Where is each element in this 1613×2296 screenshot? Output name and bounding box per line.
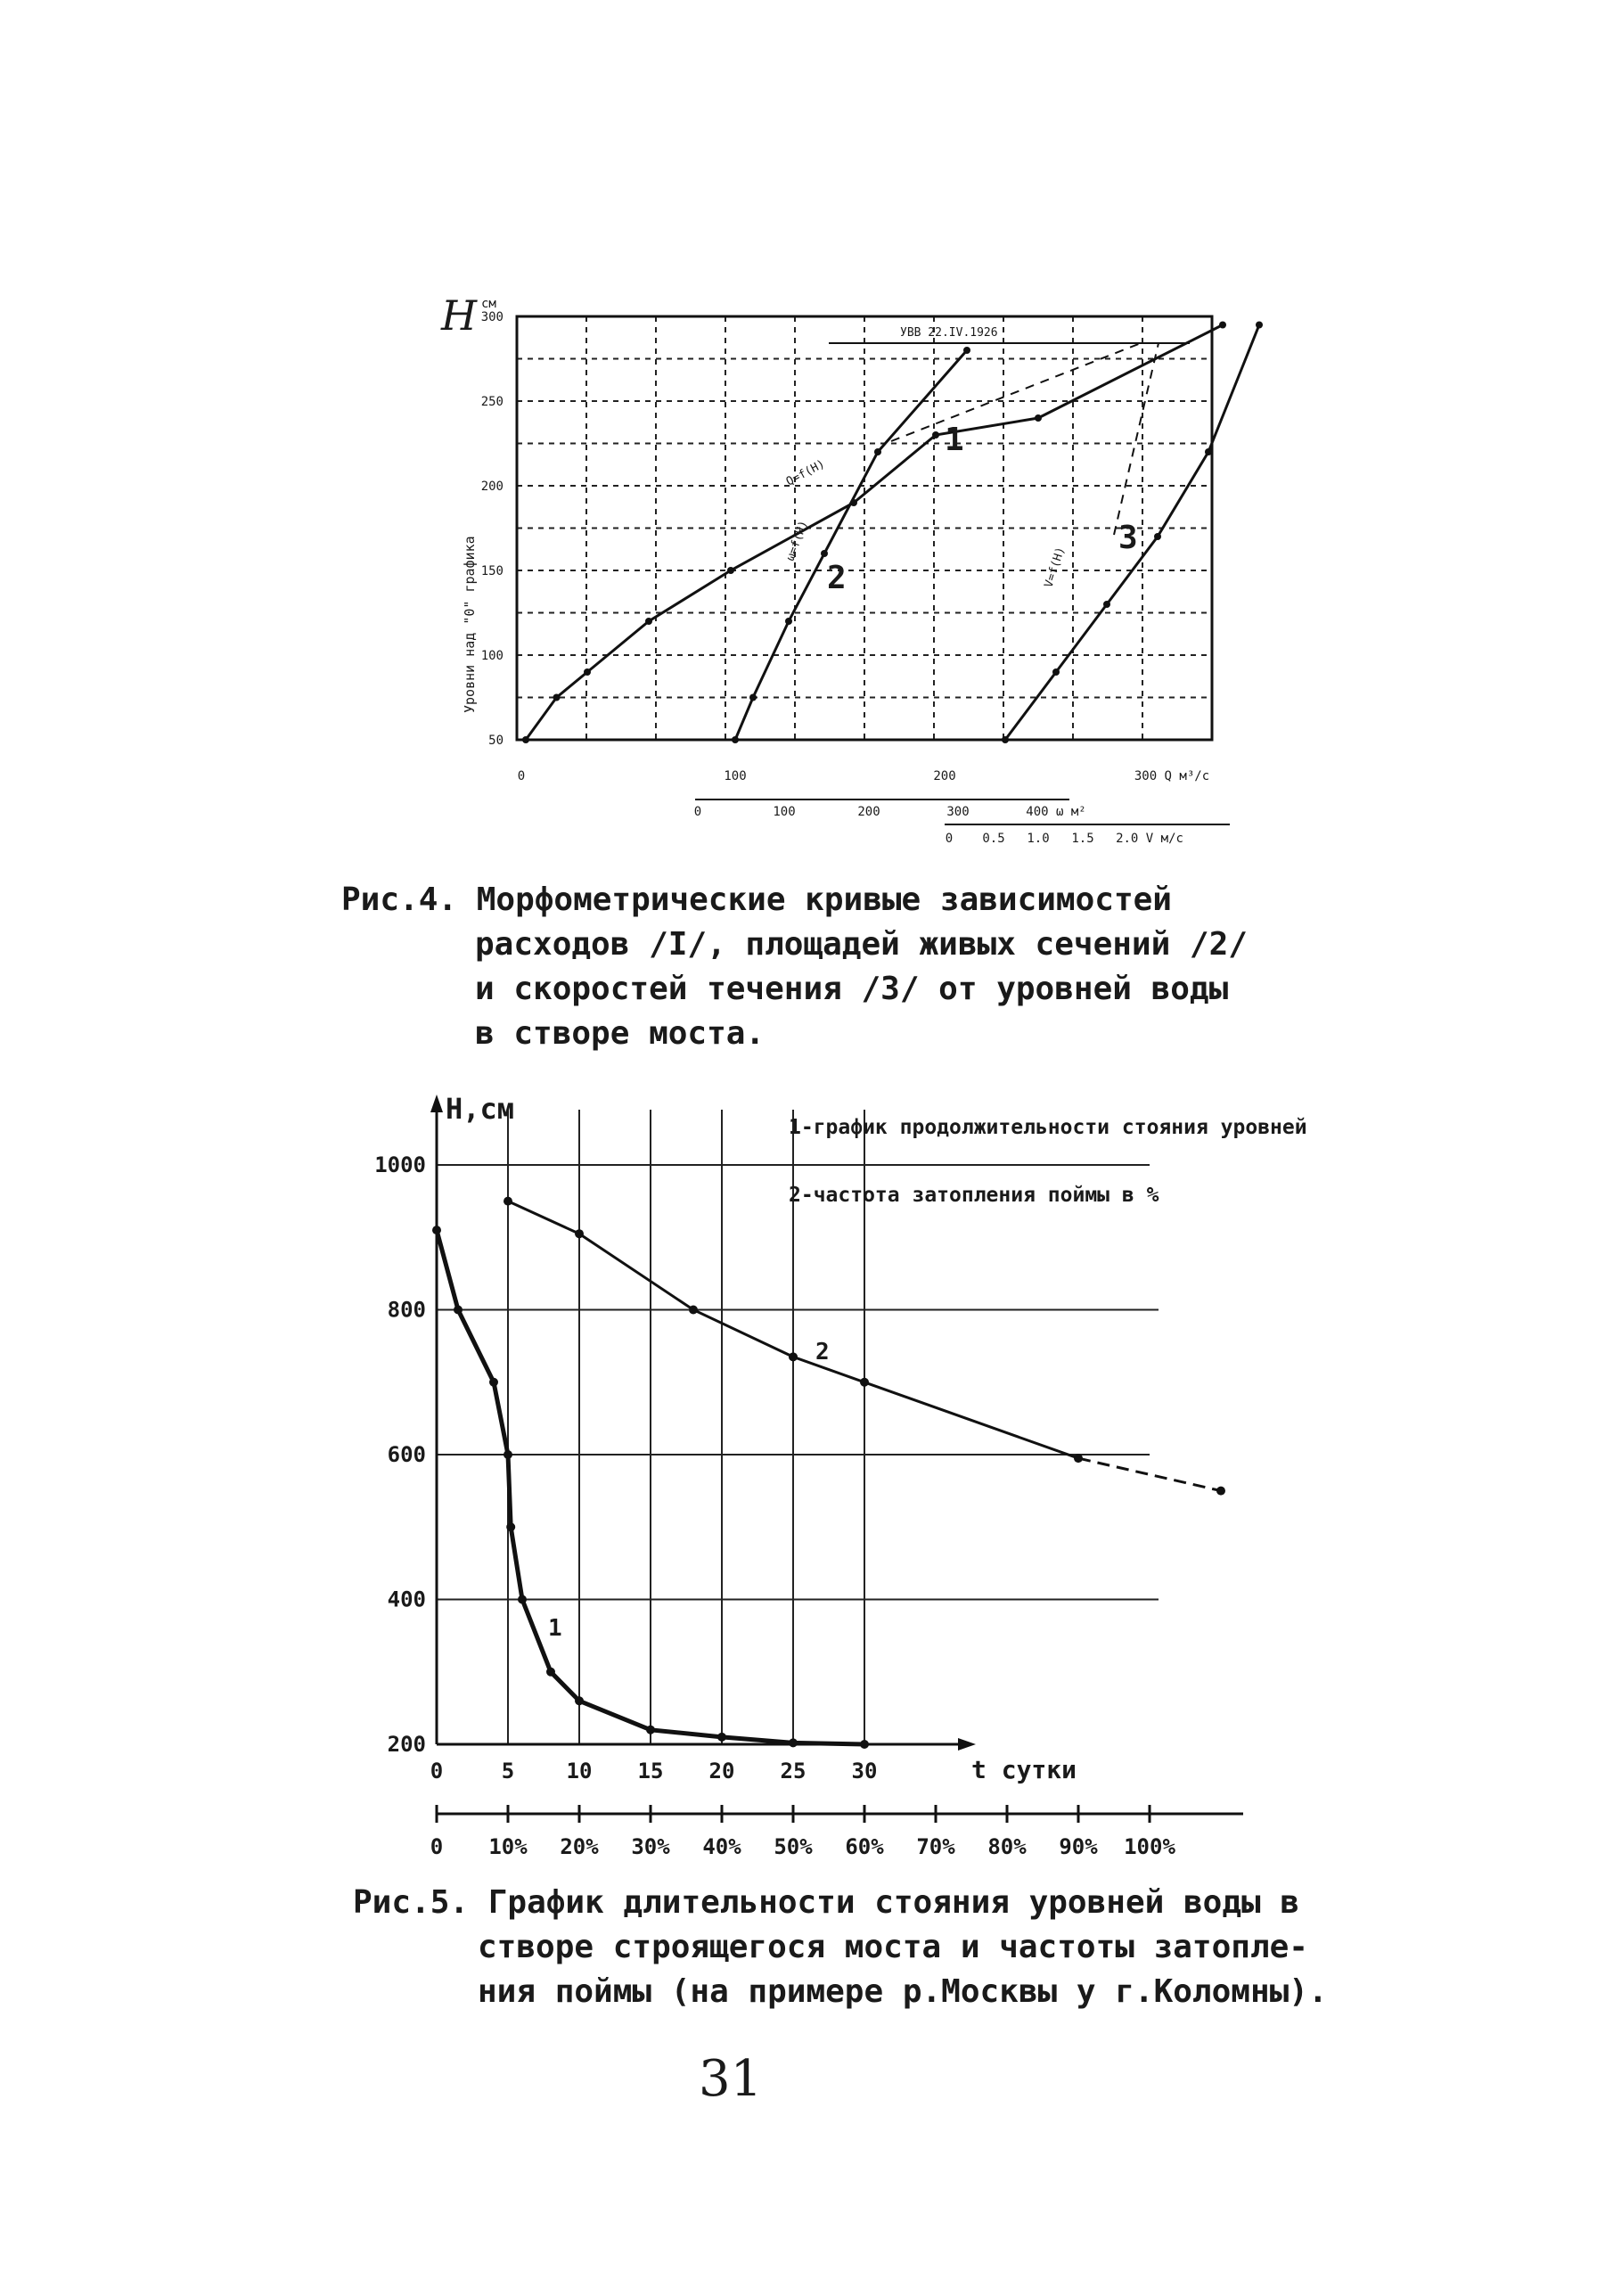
fig5-data-point bbox=[1074, 1454, 1083, 1463]
fig5-data-point bbox=[518, 1595, 527, 1604]
fig5-data-point bbox=[789, 1352, 798, 1361]
fig4-x-tick-mid: 0 bbox=[693, 805, 702, 819]
fig4-formula-1: Q=f(H) bbox=[783, 457, 828, 489]
fig5-data-point bbox=[489, 1378, 498, 1387]
fig5-x-tick-label: 10 bbox=[566, 1759, 593, 1784]
fig4-y-tick-label: 150 bbox=[480, 564, 504, 578]
fig5-x-tick-label: 15 bbox=[637, 1759, 664, 1784]
fig5-data-point bbox=[546, 1668, 555, 1677]
fig4-formula-2: ω=f(H) bbox=[783, 519, 811, 563]
fig5-percent-tick-label: 60% bbox=[845, 1834, 884, 1859]
fig4-caption-line-1: Рис.4. Морфометрические кривые зависимостей bbox=[341, 882, 1172, 918]
fig4-x-tick-top: 0 bbox=[517, 769, 526, 783]
fig5-y-tick-label: 1000 bbox=[374, 1152, 426, 1177]
fig4-y-axis-symbol: H bbox=[441, 291, 478, 340]
fig5-y-tick-label: 800 bbox=[387, 1297, 426, 1323]
fig4-y-label: Уровни над "0" графика bbox=[462, 536, 478, 713]
fig5-x-axis-arrow bbox=[958, 1738, 976, 1751]
fig4-x-tick-mid: 200 bbox=[857, 805, 880, 819]
fig4-y-tick-label: 250 bbox=[480, 395, 504, 409]
fig5-data-point bbox=[1216, 1487, 1225, 1496]
fig5-caption-line-3: ния поймы (на примере р.Москвы у г.Коломны). bbox=[478, 1973, 1328, 2010]
fig5-y-label: H,см bbox=[446, 1092, 515, 1126]
fig5-x-tick-label: 0 bbox=[430, 1759, 444, 1784]
fig5-x-ticks bbox=[430, 1759, 878, 1784]
page-number: 31 bbox=[699, 2050, 763, 2108]
fig4-x-tick-top: 300 Q м³/с bbox=[1134, 769, 1210, 783]
fig5-x-label: t сутки bbox=[971, 1755, 1077, 1784]
fig5-data-point bbox=[504, 1450, 512, 1459]
fig4-curve-label-3: 3 bbox=[1118, 520, 1138, 556]
fig4-x-tick-top: 100 bbox=[724, 769, 747, 783]
fig5-percent-tick-label: 100% bbox=[1124, 1834, 1175, 1859]
fig5-caption bbox=[353, 1881, 1467, 2014]
fig4-formula-3: V=f(H) bbox=[1042, 545, 1069, 590]
fig5-y-tick-label: 400 bbox=[387, 1587, 426, 1612]
fig5-percent-tick-label: 30% bbox=[631, 1834, 670, 1859]
fig5-y-tick-label: 600 bbox=[387, 1442, 426, 1467]
fig5-data-point bbox=[860, 1378, 869, 1387]
fig5-data-point bbox=[860, 1740, 869, 1749]
fig5-data-point bbox=[689, 1306, 698, 1315]
fig5-data-point bbox=[646, 1726, 655, 1734]
fig4-curve-label-1: 1 bbox=[945, 422, 964, 458]
fig5-y-axis-arrow bbox=[430, 1095, 443, 1112]
fig5-data-point bbox=[432, 1226, 441, 1234]
fig5-percent-tick-label: 40% bbox=[702, 1834, 741, 1859]
fig5-x-tick-label: 25 bbox=[780, 1759, 806, 1784]
fig5-x-tick-label: 5 bbox=[501, 1759, 515, 1784]
fig5-data-point bbox=[575, 1696, 584, 1705]
fig5-curves bbox=[432, 1197, 1225, 1749]
fig5-x-tick-label: 20 bbox=[708, 1759, 735, 1784]
fig5-x-tick-label: 30 bbox=[851, 1759, 878, 1784]
fig5-curve-label-2: 2 bbox=[815, 1339, 830, 1365]
fig4-y-tick-label: 200 bbox=[480, 480, 504, 494]
fig4-curve-label-2: 2 bbox=[827, 560, 847, 596]
fig4-y-unit: см bbox=[481, 297, 496, 311]
fig5-percent-tick-label: 0 bbox=[430, 1834, 444, 1859]
fig4-y-tick-label: 100 bbox=[480, 649, 504, 663]
fig5-percent-tick-label: 90% bbox=[1059, 1834, 1098, 1859]
fig5-data-point bbox=[504, 1197, 512, 1206]
fig5-series-dashed-tail bbox=[1078, 1458, 1221, 1491]
fig4-x-tick-mid: 100 bbox=[773, 805, 796, 819]
fig5-data-point bbox=[506, 1522, 515, 1531]
fig5-data-point bbox=[789, 1738, 798, 1747]
fig4-x-tick-bottom: 2.0 V м/с bbox=[1116, 832, 1183, 846]
fig4-y-tick-label: 50 bbox=[488, 734, 504, 748]
fig4-x-tick-bottom: 0.5 bbox=[982, 832, 1005, 846]
fig5-percent-tick-label: 70% bbox=[916, 1834, 955, 1859]
fig4-x-tick-bottom: 1.0 bbox=[1027, 832, 1050, 846]
fig5-data-point bbox=[575, 1229, 584, 1238]
fig5-caption-line-1: Рис.5. График длительности стояния уровней воды в bbox=[353, 1884, 1300, 1921]
fig4-caption-line-4: в створе моста. bbox=[475, 1015, 766, 1052]
fig5-percent-tick-label: 20% bbox=[560, 1834, 599, 1859]
fig5-percent-tick-label: 10% bbox=[488, 1834, 528, 1859]
fig5-caption-line-2: створе строящегося моста и частоты затопле- bbox=[478, 1929, 1308, 1965]
fig4-x-tick-bottom: 0 bbox=[945, 832, 954, 846]
fig5-y-ticks bbox=[374, 1152, 426, 1757]
fig5-y-tick-label: 200 bbox=[387, 1732, 426, 1757]
fig4-caption-line-3: и скоростей течения /3/ от уровней воды bbox=[475, 971, 1229, 1007]
fig4-y-tick-label: 300 bbox=[480, 310, 504, 324]
fig4-x-tick-bottom: 1.5 bbox=[1071, 832, 1094, 846]
fig5-legend-2: 2-частота затопления поймы в % bbox=[789, 1184, 1159, 1207]
fig4-x-tick-mid: 400 ω м² bbox=[1026, 805, 1086, 819]
fig4-uvv-label: УВВ 22.IV.1926 bbox=[900, 326, 998, 340]
fig5-legend-1: 1-график продолжительности стояния уровней bbox=[789, 1116, 1307, 1139]
fig5-data-point bbox=[454, 1306, 463, 1315]
fig4-x-tick-top: 200 bbox=[933, 769, 956, 783]
fig5-percent-tick-label: 50% bbox=[774, 1834, 813, 1859]
fig5-curve-label-1: 1 bbox=[548, 1615, 562, 1642]
fig4-caption-line-2: расходов /I/, площадей живых сечений /2/ bbox=[475, 926, 1248, 963]
fig5-data-point bbox=[717, 1733, 726, 1742]
fig5-percent-tick-label: 80% bbox=[987, 1834, 1027, 1859]
fig4-x-tick-mid: 300 bbox=[946, 805, 970, 819]
